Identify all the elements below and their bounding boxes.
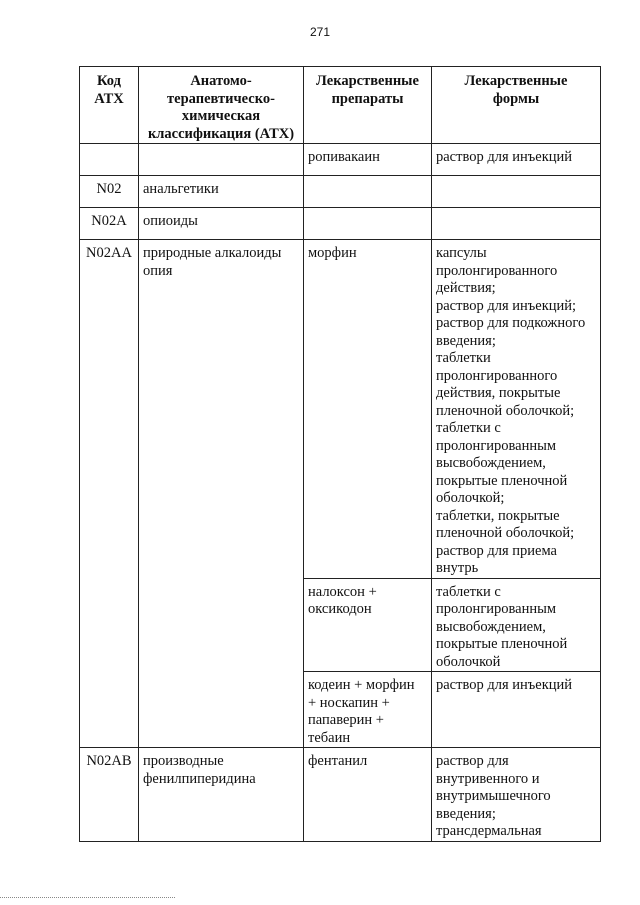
header-classification: Анатомо- терапевтическо- химическая классификация (ATX)	[139, 67, 304, 144]
form-cell: таблетки с пролонгированным высвобождением, покрытые пленочной оболочкой	[432, 578, 601, 672]
table-row	[80, 208, 601, 240]
header-forms: Лекарственные формы	[432, 67, 601, 144]
code-cell: N02AA	[80, 240, 139, 748]
table-row	[80, 240, 601, 579]
form-cell	[432, 176, 601, 208]
table-row	[80, 748, 601, 842]
table-row	[80, 144, 601, 176]
form-cell: раствор для инъекций	[432, 144, 601, 176]
classification-cell: природные алкалоиды опия	[139, 240, 304, 748]
code-cell: N02AB	[80, 748, 139, 842]
form-cell: раствор для инъекций	[432, 672, 601, 748]
drug-cell	[304, 176, 432, 208]
classification-cell: анальгетики	[139, 176, 304, 208]
atx-drug-table	[79, 66, 601, 842]
code-cell: N02	[80, 176, 139, 208]
form-cell: капсулы пролонгированного действия; раствор для инъекций; раствор для подкожного введения; таблетки пролонгированного действия, покрытые пленочной оболочкой; таблетки с пролонгированным высвобождением, покрытые пленочной оболочкой; таблетки, покрытые пленочной оболочкой; раствор для приема внутрь	[432, 240, 601, 579]
drug-cell: ропивакаин	[304, 144, 432, 176]
code-cell	[80, 144, 139, 176]
classification-cell: производные фенилпиперидина	[139, 748, 304, 842]
classification-cell: опиоиды	[139, 208, 304, 240]
header-drugs: Лекарственные препараты	[304, 67, 432, 144]
drug-cell: морфин	[304, 240, 432, 579]
classification-cell	[139, 144, 304, 176]
drug-cell: фентанил	[304, 748, 432, 842]
page-bottom-rule	[0, 897, 175, 898]
table-row	[80, 176, 601, 208]
page-number: 271	[309, 25, 331, 39]
code-cell: N02A	[80, 208, 139, 240]
form-cell: раствор для внутривенного и внутримышечного введения; трансдермальная	[432, 748, 601, 842]
form-cell	[432, 208, 601, 240]
header-code: Код ATX	[80, 67, 139, 144]
table-header-row	[80, 67, 601, 144]
drug-cell: кодеин + морфин + носкапин + папаверин + тебаин	[304, 672, 432, 748]
drug-cell: налоксон + оксикодон	[304, 578, 432, 672]
drug-cell	[304, 208, 432, 240]
